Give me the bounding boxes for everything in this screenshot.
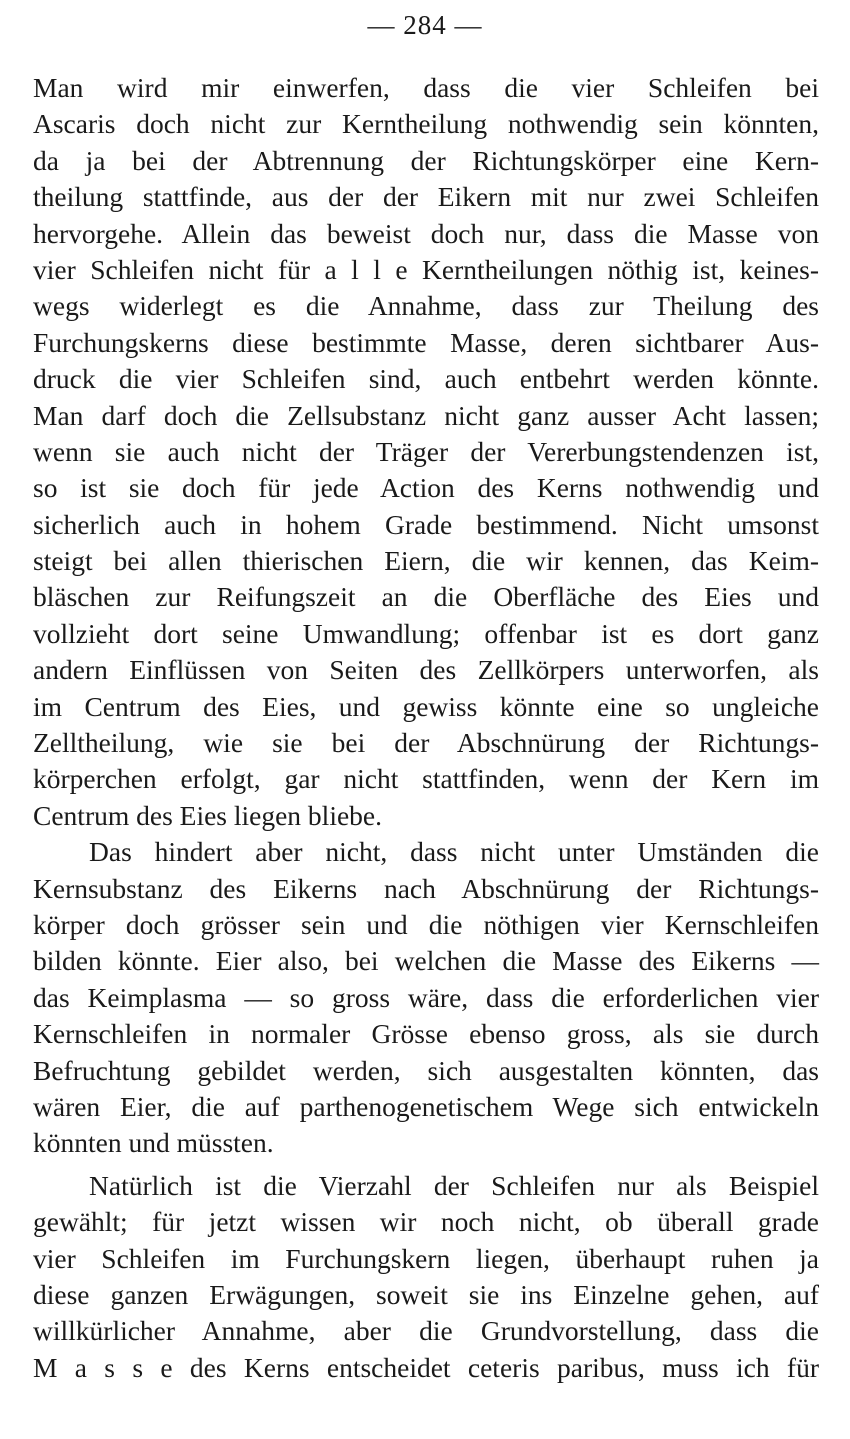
text-line: andern Einflüssen von Seiten des Zellkörpers unterworfen, als (33, 654, 819, 686)
paragraph (33, 70, 819, 834)
text-line: Kernsubstanz des Eikerns nach Abschnürung der Richtungs- (33, 872, 819, 904)
text-line: körperchen erfolgt, gar nicht stattfinden, wenn der Kern im (33, 763, 819, 795)
text-line: steigt bei allen thierischen Eiern, die wir kennen, das Keim- (33, 545, 819, 577)
text-line: Zelltheilung, wie sie bei der Abschnürung der Richtungs- (33, 727, 819, 759)
paragraph (33, 1168, 819, 1386)
text-line: gewählt; für jetzt wissen wir noch nicht, ob überall grade (33, 1206, 819, 1238)
text-line: wenn sie auch nicht der Träger der Vererbungstendenzen ist, (33, 435, 819, 467)
text-line: wegs widerlegt es die Annahme, dass zur Theilung des (33, 290, 819, 322)
text-line: Furchungskerns diese bestimmte Masse, deren sichtbarer Aus- (33, 326, 819, 358)
text-line: Natürlich ist die Vierzahl der Schleifen nur als Beispiel (89, 1169, 819, 1201)
text-line: bilden könnte. Eier also, bei welchen die Masse des Eikerns — (33, 945, 819, 977)
text-line: da ja bei der Abtrennung der Richtungskörper eine Kern- (33, 144, 819, 176)
text-line: willkürlicher Annahme, aber die Grundvorstellung, dass die (33, 1315, 819, 1347)
text-line: diese ganzen Erwägungen, soweit sie ins Einzelne gehen, auf (33, 1278, 819, 1310)
text-line: im Centrum des Eies, und gewiss könnte eine so ungleiche (33, 690, 819, 722)
text-line: vier Schleifen nicht für a l l e Kerntheilungen nöthig ist, keines- (33, 253, 819, 285)
text-line: körper doch grösser sein und die nöthigen vier Kernschleifen (33, 908, 819, 940)
text-line: so ist sie doch für jede Action des Kerns nothwendig und (33, 472, 819, 504)
text-line: Man wird mir einwerfen, dass die vier Schleifen bei (33, 72, 819, 103)
paragraph (33, 834, 819, 1162)
text-line: sicherlich auch in hohem Grade bestimmend. Nicht umsonst (33, 508, 819, 540)
text-line: vier Schleifen im Furchungskern liegen, überhaupt ruhen ja (33, 1242, 819, 1274)
text-line: theilung stattfinde, aus der der Eikern mit nur zwei Schleifen (33, 181, 819, 213)
text-line: Befruchtung gebildet werden, sich ausgestalten könnten, das (33, 1054, 819, 1086)
text-line: wären Eier, die auf parthenogenetischem Wege sich entwickeln (33, 1090, 819, 1122)
text-line: Centrum des Eies liegen bliebe. (33, 799, 383, 831)
text-line: M a s s e des Kerns entscheidet ceteris paribus, muss ich für (33, 1351, 819, 1383)
text-line: bläschen zur Reifungszeit an die Oberfläche des Eies und (33, 581, 819, 613)
text-line: das Keimplasma — so gross wäre, dass die erforderlichen vier (33, 981, 819, 1013)
page-number: — 284 — (367, 10, 483, 40)
text-line: Ascaris doch nicht zur Kerntheilung nothwendig sein könnten, (33, 108, 819, 140)
text-line: Man darf doch die Zellsubstanz nicht ganz ausser Acht lassen; (33, 399, 819, 431)
text-line: vollzieht dort seine Umwandlung; offenbar ist es dort ganz (33, 617, 819, 649)
text-line: hervorgehe. Allein das beweist doch nur, dass die Masse von (33, 217, 819, 249)
text-line: Das hindert aber nicht, dass nicht unter Umständen die (89, 836, 819, 868)
text-line: könnten und müssten. (33, 1127, 274, 1159)
body-text (33, 70, 819, 1386)
text-line: Kernschleifen in normaler Grösse ebenso gross, als sie durch (33, 1018, 819, 1050)
text-line: druck die vier Schleifen sind, auch entbehrt werden könnte. (33, 363, 819, 395)
